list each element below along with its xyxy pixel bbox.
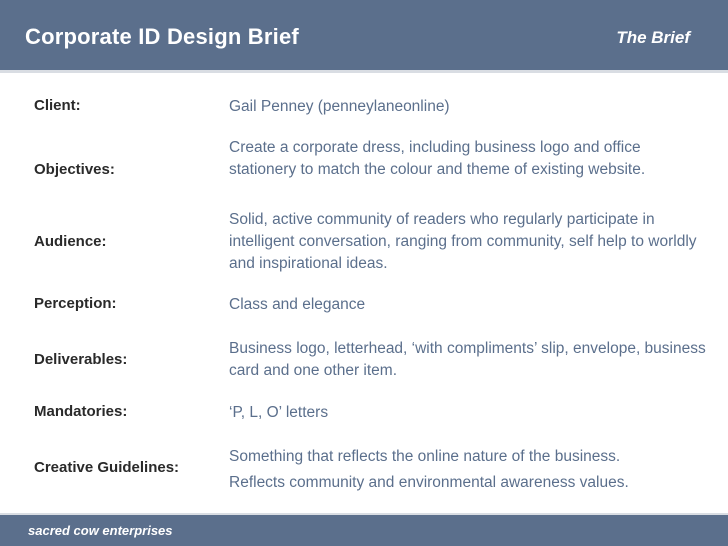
audience-value: Solid, active community of readers who regularly participate in intelligent conversation, ranging from community, self help to worldly and inspirational ideas. [229,211,697,272]
creative-guidelines-line-2: Reflects community and environmental awareness values. [229,474,629,491]
audience-label: Audience: [34,233,107,250]
creative-guidelines-value [229,444,709,496]
objectives-label: Objectives: [34,161,115,178]
perception-label: Perception: [34,295,117,312]
objectives-value: Create a corporate dress, including business logo and office stationery to match the colour and theme of existing website. [229,139,646,178]
footer-bar [0,513,728,546]
deliverables-value: Business logo, letterhead, ‘with compliments’ slip, envelope, business card and one other item. [229,340,706,379]
client-value: Gail Penney (penneylaneonline) [229,98,450,115]
section-tag: The Brief [616,28,690,47]
creative-guidelines-label: Creative Guidelines: [34,459,180,476]
creative-guidelines-line-1: Something that reflects the online nature of the business. [229,448,621,465]
mandatories-value: ‘P, L, O’ letters [229,404,329,421]
page-title: Corporate ID Design Brief [25,24,299,49]
perception-value: Class and elegance [229,296,366,313]
footer-company-name: sacred cow enterprises [28,523,173,538]
deliverables-label: Deliverables: [34,351,128,368]
header-bar [0,0,728,73]
mandatories-label: Mandatories: [34,403,128,420]
client-label: Client: [34,97,81,114]
